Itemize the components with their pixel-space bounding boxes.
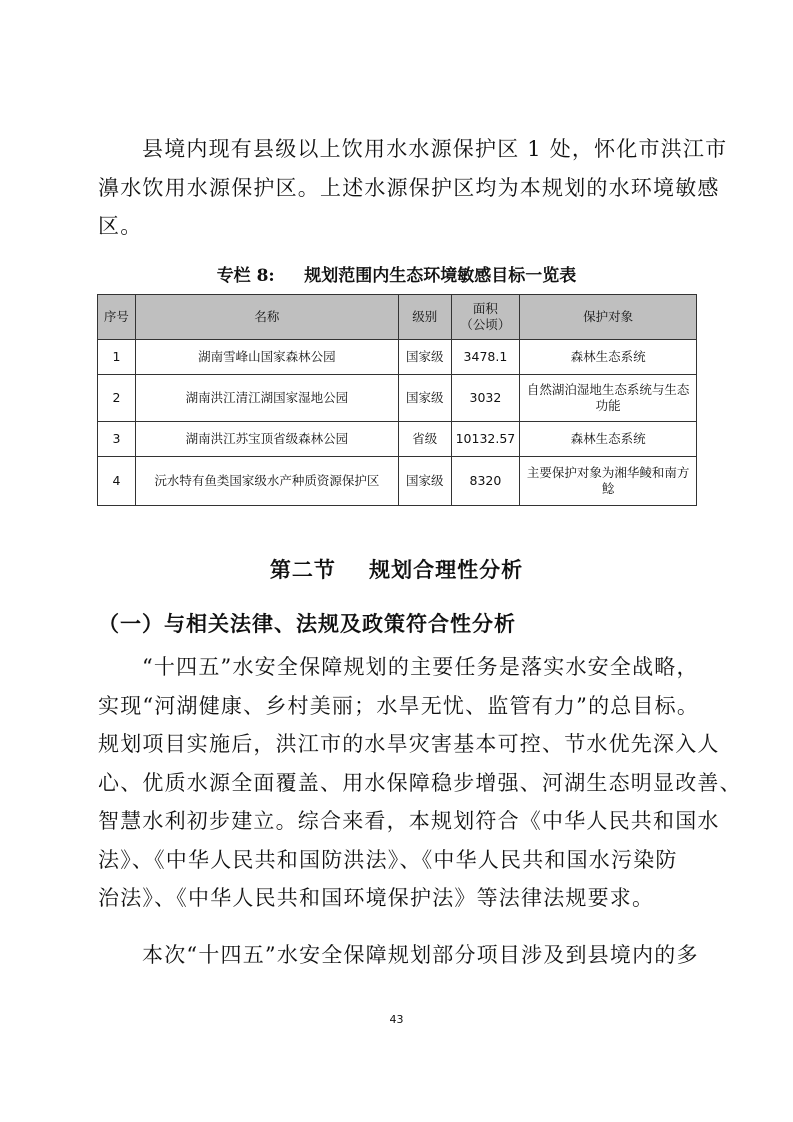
table-caption: 专栏 8: 规划范围内生态环境敏感目标一览表 [216, 266, 577, 286]
paragraph-line: 县境内现有县级以上饮用水水源保护区 1 处，怀化市洪江市 [142, 137, 728, 161]
paragraph-line: 智慧水利初步建立。综合来看，本规划符合《中华人民共和国水 [98, 809, 720, 833]
cell-name: 湖南洪江清江湖国家湿地公园 [135, 375, 398, 422]
paragraph-line: 规划项目实施后，洪江市的水旱灾害基本可控、节水优先深入人 [98, 732, 720, 756]
paragraph-line: 本次“十四五”水安全保障规划部分项目涉及到县境内的多 [142, 943, 699, 967]
cell-index: 2 [98, 375, 136, 422]
cell-index: 3 [98, 422, 136, 457]
table-row [98, 340, 697, 375]
header-area: 面积 （公顷） [451, 295, 520, 340]
subsection-title: （一）与相关法律、法规及政策符合性分析 [98, 611, 516, 636]
sensitive-targets-table [97, 294, 697, 506]
paragraph-line: “十四五”水安全保障规划的主要任务是落实水安全战略， [142, 655, 699, 679]
header-protected-object: 保护对象 [520, 295, 697, 340]
cell-name: 沅水特有鱼类国家级水产种质资源保护区 [135, 457, 398, 506]
cell-protected-object: 森林生态系统 [520, 422, 697, 457]
cell-name: 湖南雪峰山国家森林公园 [135, 340, 398, 375]
paragraph-line: 实现“河湖健康、乡村美丽；水旱无忧、监管有力”的总目标。 [98, 693, 700, 718]
cell-level: 国家级 [398, 340, 451, 375]
cell-protected-object: 主要保护对象为湘华鲮和南方鲶 [520, 457, 697, 506]
table-header-row [98, 295, 697, 340]
cell-level: 国家级 [398, 457, 451, 506]
cell-name: 湖南洪江苏宝顶省级森林公园 [135, 422, 398, 457]
paragraph-line: 心、优质水源全面覆盖、用水保障稳步增强、河湖生态明显改善、 [98, 770, 742, 795]
cell-protected-object: 自然湖泊湿地生态系统与生态功能 [520, 375, 697, 422]
cell-index: 4 [98, 457, 136, 506]
cell-area: 3478.1 [451, 340, 520, 375]
header-name: 名称 [135, 295, 398, 340]
paragraph-compliance [98, 648, 742, 918]
header-level: 级别 [398, 295, 451, 340]
cell-protected-object: 森林生态系统 [520, 340, 697, 375]
cell-level: 省级 [398, 422, 451, 457]
paragraph-line: 区。 [98, 214, 143, 238]
section-title: 第二节 规划合理性分析 [269, 557, 524, 582]
cell-area: 3032 [451, 375, 520, 422]
table-row [98, 375, 697, 422]
cell-area: 10132.57 [451, 422, 520, 457]
paragraph-water-source [98, 130, 728, 246]
paragraph-project-scope [98, 936, 698, 975]
paragraph-line: 濞水饮用水源保护区。上述水源保护区均为本规划的水环境敏感 [98, 175, 720, 200]
cell-area: 8320 [451, 457, 520, 506]
page-number: 43 [389, 1013, 404, 1026]
paragraph-line: 治法》、《中华人民共和国环境保护法》等法律法规要求。 [98, 886, 655, 910]
header-index: 序号 [98, 295, 136, 340]
cell-level: 国家级 [398, 375, 451, 422]
cell-index: 1 [98, 340, 136, 375]
table-row [98, 457, 697, 506]
paragraph-line: 法》、《中华人民共和国防洪法》、《中华人民共和国水污染防 [98, 847, 678, 872]
table-row [98, 422, 697, 457]
